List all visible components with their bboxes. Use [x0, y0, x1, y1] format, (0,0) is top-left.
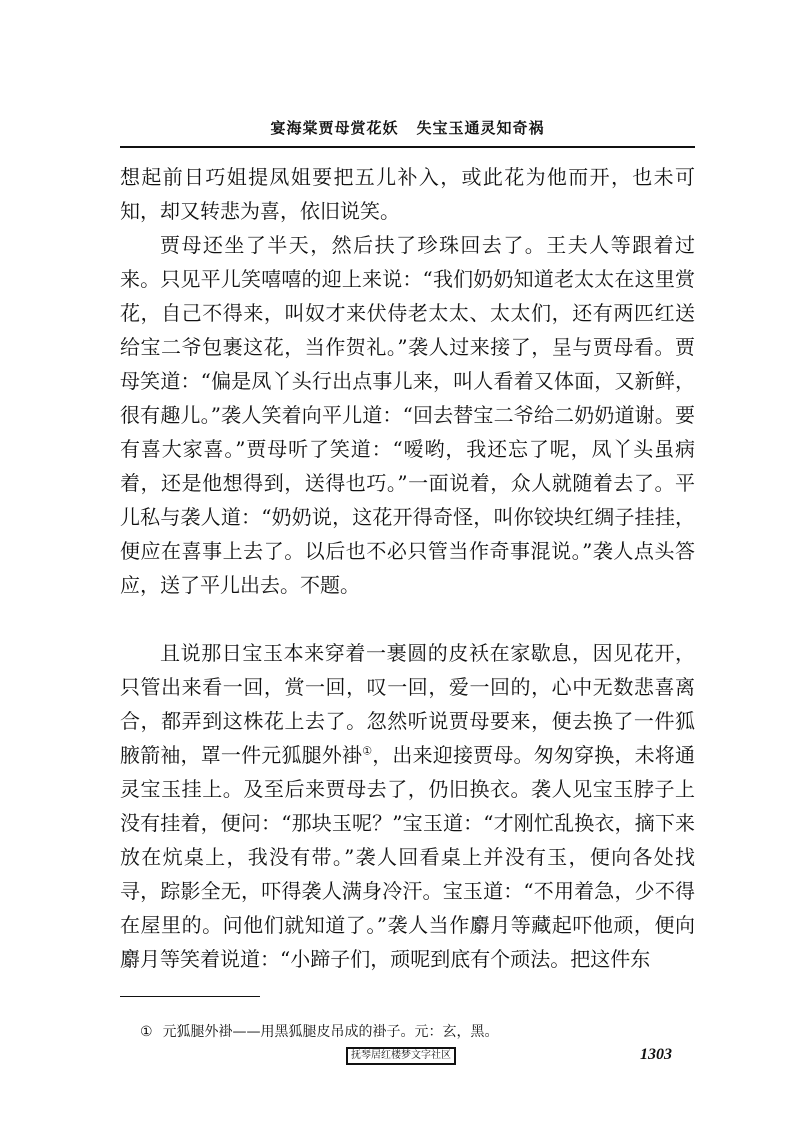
header-rule	[120, 146, 695, 148]
running-head-left: 宴海棠贾母赏花妖	[270, 119, 399, 137]
running-head	[120, 117, 695, 138]
paragraph-3-part-1: 且说那日宝玉本来穿着一裹圆的皮袄在家歇息，因见花开，只管出来看一回，赏一回，叹一回，爱一回的，心中无数悲喜离合，都弄到这株花上去了。忽然听说贾母要来，便去换了一件狐腋箭袖，罩一件元狐腿外褂	[120, 641, 695, 767]
paragraph-3-part-2: ，出来迎接贾母。匆匆穿换，未将通灵宝玉挂上。及至后来贾母去了，仍旧换衣。袭人见宝玉脖子上没有挂着，便问：“那块玉呢？”宝玉道：“才刚忙乱换衣，摘下来放在炕桌上，我没有带。”袭人回看桌上并没有玉，便向各处找寻，踪影全无，吓得袭人满身冷汗。宝玉道：“不用着急，少不得在屋里的。问他们就知道了。”袭人当作麝月等藏起吓他顽，便向麝月等笑着说道：“小蹄子们，顽呢到底有个顽法。把这件东	[120, 743, 695, 971]
footnote-marker: ①	[140, 1024, 153, 1040]
footnote-reference[interactable]: ①	[362, 744, 373, 758]
footnote	[140, 1022, 499, 1042]
body-text	[120, 160, 695, 976]
footnote-rule	[120, 996, 260, 997]
paragraph-3	[120, 636, 695, 976]
footnote-text: 元狐腿外褂——用黑狐腿皮吊成的褂子。元：玄，黑。	[162, 1024, 499, 1040]
page-number: 1303	[640, 1046, 672, 1063]
community-stamp: 抚琴居红楼梦文字社区	[346, 1047, 456, 1065]
running-head-right: 失宝玉通灵知奇祸	[416, 119, 545, 137]
paragraph-2: 贾母还坐了半天，然后扶了珍珠回去了。王夫人等跟着过来。只见平儿笑嘻嘻的迎上来说：“我们奶奶知道老太太在这里赏花，自己不得来，叫奴才来伏侍老太太、太太们，还有两匹红送给宝二爷包裹这花，当作贺礼。”袭人过来接了，呈与贾母看。贾母笑道：“偏是凤丫头行出点事儿来，叫人看着又体面，又新鲜，很有趣儿。”袭人笑着向平儿道：“回去替宝二爷给二奶奶道谢。要有喜大家喜。”贾母听了笑道：“嗳哟，我还忘了呢，凤丫头虽病着，还是他想得到，送得也巧。”一面说着，众人就随着去了。平儿私与袭人道：“奶奶说，这花开得奇怪，叫你铰块红绸子挂挂，便应在喜事上去了。以后也不必只管当作奇事混说。”袭人点头答应，送了平儿出去。不题。	[120, 233, 695, 597]
paragraph-1: 想起前日巧姐提凤姐要把五儿补入，或此花为他而开，也未可知，却又转悲为喜，依旧说笑。	[120, 165, 695, 223]
